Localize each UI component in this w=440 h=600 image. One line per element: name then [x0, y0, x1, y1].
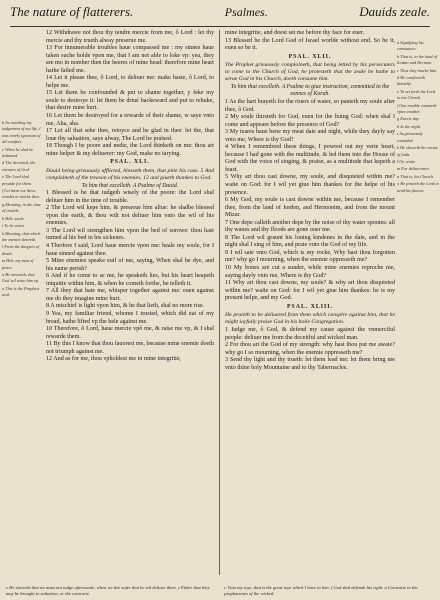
- margin-note: d He comforteth himselfe.: [397, 75, 425, 87]
- margin-note: h In the night.: [397, 123, 422, 129]
- margin-note: l From the dangers of death.: [2, 244, 40, 256]
- verse: 3 The Lord wil strengthen him vpon the bed of sorowe: thou hast turned al his bed in his sickenes.: [46, 227, 214, 242]
- margin-note: i As grieuously wounded.: [397, 131, 423, 143]
- margin-note: e To set forth the Lord in his Church.: [397, 88, 436, 101]
- verse: 6 My God, my soule is cast downe within me, because I remember thee, from the land of Iorden, and Hermonim, and from the mount Mizar.: [225, 197, 395, 219]
- verse: 2 For thou art the God of my strength: why hast thou put me awaie? why go I so mourning, when the enemie oppresseth me?: [225, 342, 395, 356]
- psalm-argument: The Prophet grieuously complaineth, that being letted by his persecuters to come to the Church of God, he protesteth that the zeale he hathe to serue God in his Church, doeth consume him.: [225, 62, 395, 82]
- verse: 2 The Lord wil kepe him, & preserue him aliue: he shalbe blessed vpon the earth, & thou wilt not deliuer him vnto the wil of his enemies.: [46, 205, 214, 227]
- verse: 17 Let all that seke thee, reioyce and be glad in thee: let the, that loue thy saluation, saye alway, The Lord be praised.: [46, 128, 214, 142]
- margin-note: m Heb. my man of peace.: [2, 258, 34, 270]
- verse: 8 A mischief is light vpon him, & he that lieth, shal no more rise.: [46, 303, 205, 310]
- margin-note: a Signifying his constancie.: [397, 40, 424, 52]
- psalm-title: To him that excelleth. A Psalme to giue instruction, committed to the sonnes of Korah.: [230, 83, 390, 98]
- verse: 1 As the hart brayeth for the riuers of water, so panteth my soule after thee, ô God.: [225, 99, 395, 113]
- margin-note: o This is the Prophets zeal.: [2, 285, 40, 298]
- footnote-left: c He sheweth that we must not iudge afterwarde, when we doe sufer that he wil deliuer them. y Either that they may be brought to saluation, or the contrarie.: [6, 585, 210, 596]
- psalm-heading: PSAL. XLI.: [110, 159, 150, 166]
- margin-note: o He praieth the Lord to send his fauour.: [397, 181, 439, 193]
- margin-note: n That is, his Church.: [397, 173, 435, 179]
- header-center: Psalmes.: [224, 5, 268, 19]
- verse: 1 Blessed is he that iudgeth wisely of the poore: the Lord shal deliuer him in the time of trouble.: [46, 190, 214, 204]
- footnote-right: c Vnto my ioye, that is the great ioye which I have in him. f God shal defende his right. a Contrarie to the prophanenes of the wicked.: [224, 585, 418, 596]
- margin-note: d The deceiued, the enemies of God.: [2, 160, 36, 172]
- margin-note: g Meaning, in the time of trouble.: [2, 201, 41, 214]
- verse: 7 One depe calleth another depe by the noise of thy water spoutes: all thy waues and thy floods are gone ouer me.: [225, 219, 395, 234]
- left-text-column: [46, 30, 214, 364]
- psalm-heading: PSAL. XLII.: [288, 53, 332, 60]
- verse: 2 My soule thirsteth for God, euen for the liuing God: when shal I come and appeare before the presence of God?: [225, 114, 395, 128]
- margin-note: k He sheweth the vertue of faith.: [397, 145, 439, 157]
- verse: 10 Therefore, ô Lord, haue mercie vpô me, & raise me vp, & I shal rewarde them.: [46, 326, 214, 340]
- margin-note: g Euerie day.: [397, 116, 420, 122]
- header-left: The nature of flatterers.: [10, 4, 134, 19]
- verse: 4 Therfore I said, Lord haue mercie vpon me: heale my soule, for I haue sinned against thee.: [46, 243, 214, 257]
- margin-note: m For deliuerance.: [397, 166, 431, 172]
- margin-note: f One trouble commeth vpon another.: [397, 102, 437, 115]
- verse: 12 Withdrawe not thou thy tendre mercie from me, ô Lord : let thy mercie and thy trueth alway preserue me.: [46, 30, 214, 44]
- psalm-argument: He praieth to be deliuered from them which conspire against him, that he might ioyfully praise God in his holie Congregation.: [225, 312, 395, 326]
- margin-note: i To be eaten.: [2, 223, 25, 229]
- left-margin-notes: [2, 120, 42, 300]
- psalm-argument: Dauid being grieuously afflicted, blesseth them, that pitie his case. 5 And complaineth of the treason of his enemies, 12 and giueth thankes to God.: [46, 167, 214, 181]
- margin-note: l Or, waite.: [397, 158, 417, 164]
- psalm-title: To him that excelleth. A Psalme of Dauid.: [81, 182, 179, 189]
- margin-note: h Heb. soule.: [2, 215, 25, 221]
- verse: 12 And as for me, thou vpholdest me in mine integritie,: [46, 356, 182, 363]
- verse: 8 The Lord wil graunt his louing kindenes in the daie, and in the night shal I sing of him, and praie vnto the God of my life.: [225, 234, 395, 249]
- verse: 9 Yea, my familiar friend, whome I trusted, which did eat of my bread, hathe lifted vp the hele against me.: [46, 310, 214, 325]
- right-text-column: [225, 30, 395, 372]
- verse: 5 Mine enemies speake euil of me, saying, When shal he dye, and his name perish?: [46, 258, 214, 272]
- verse: 3 My teares haue bene my meat daie and night, while they dayly say vnto me, Where is thy God?: [225, 129, 395, 143]
- margin-note: k Meaning, that which the enemie desireth.: [2, 230, 41, 242]
- verse: 4 When I remembred these things, I powred out my verie heart, because I had gone with the multitude, & led them into the House of God with the voice of singing, & praise, as a multitude that kepeth a feast.: [225, 144, 395, 173]
- margin-note: b As touching my iudgement of my life, I was verely ignorant of all comfort.: [2, 120, 41, 145]
- running-header: [10, 4, 430, 27]
- verse: 11 Why art thou cast downe, my soule? & why art thou disquieted within me? waite on God: for I wil yet giue him thankes: he is my present helpe, and my God.: [225, 280, 395, 302]
- verse: 13 For innumerable troubles haue compassed me : my sinnes haue taken suche holde vpon me, that I am not able to loke vp: yea, they are mo in nomber then the heeres of mine head: therefore mine heart hathe failed me.: [46, 45, 214, 74]
- verse: 7 All they that hate me, whisper together against me: euen against me do they imagine mine hurt.: [46, 288, 214, 302]
- margin-note: e The Lord shal prouide for them.: [2, 174, 32, 186]
- verse: mine integritie, and doest set me before thy face for euer.: [225, 30, 365, 36]
- verse: 13 Blessed be the Lord God of Israel worlde without end. So be it, euen so be it.: [225, 37, 395, 52]
- footnotes: [6, 585, 434, 597]
- header-right: Dauids zeale.: [359, 4, 430, 19]
- verse: 14 Let it please thee, ô Lord, to deliuer me: make haste, ô Lord, to helpe me.: [46, 75, 214, 89]
- verse: 10 My bones are cut a sunder, while mine enemies reproche me, saying dayly vnto me, Where is thy God?: [225, 265, 395, 279]
- column-divider: [219, 30, 220, 575]
- margin-note: b That is, in the land of Iordan and Hermon.: [397, 53, 437, 66]
- verse: 18 Though I be poore and nedie, the Lord thinketh on me: thou art mine helper & my deliuerer: my God, make no tarying.: [46, 143, 214, 157]
- verse: 9 I wil saie vnto God, which is my rocke, Why hast thou forgotten me? why go I mourning, when the enemie oppresseth me?: [225, 249, 395, 264]
- right-margin-notes: [397, 40, 439, 195]
- verse: 6 And if he come to se me, he speaketh lies, but his heart heapeth iniquitie within him, & when he cometh forthe, he telleth it.: [46, 273, 214, 287]
- margin-note: n He meaneth, that God wil raise him vp.: [2, 271, 40, 284]
- margin-note: c Thus they mocke him.: [397, 67, 438, 73]
- verse: 5 Why art thou cast downe, my soule, and disquieted within me? waite on God: for I wil yet giue him thankes for the helpe of his presence.: [225, 174, 395, 196]
- verse: 1 Iudge me, ô God, & defend my cause against the vnmerciful people: deliuer me from the deceitful and wicked man.: [225, 327, 395, 341]
- psalm-heading: PSAL. XLIII.: [287, 303, 333, 310]
- verse: 15 Let them be confounded & put to shame together, y feke my soule to destroye it: let them be driué backeward and put to rebuke, that desire mine hurt.: [46, 90, 214, 112]
- margin-note: f Let them vse these wordes to mocke thee.: [2, 188, 41, 200]
- verse: 11 By this I know that thou fauorest me, because mine enemie doeth not triumph against me.: [46, 341, 214, 355]
- margin-note: c When he shal be ashamed.: [2, 146, 34, 159]
- verse: 3 Send thy light and thy trueth: let them lead me: let them bring me vnto thine holy Mountaine and to thy Tabernacles.: [225, 357, 395, 371]
- verse: 16 Let them be destroyed for a rewarde of their shame, w saye vnto me, Aha, aha.: [46, 113, 214, 127]
